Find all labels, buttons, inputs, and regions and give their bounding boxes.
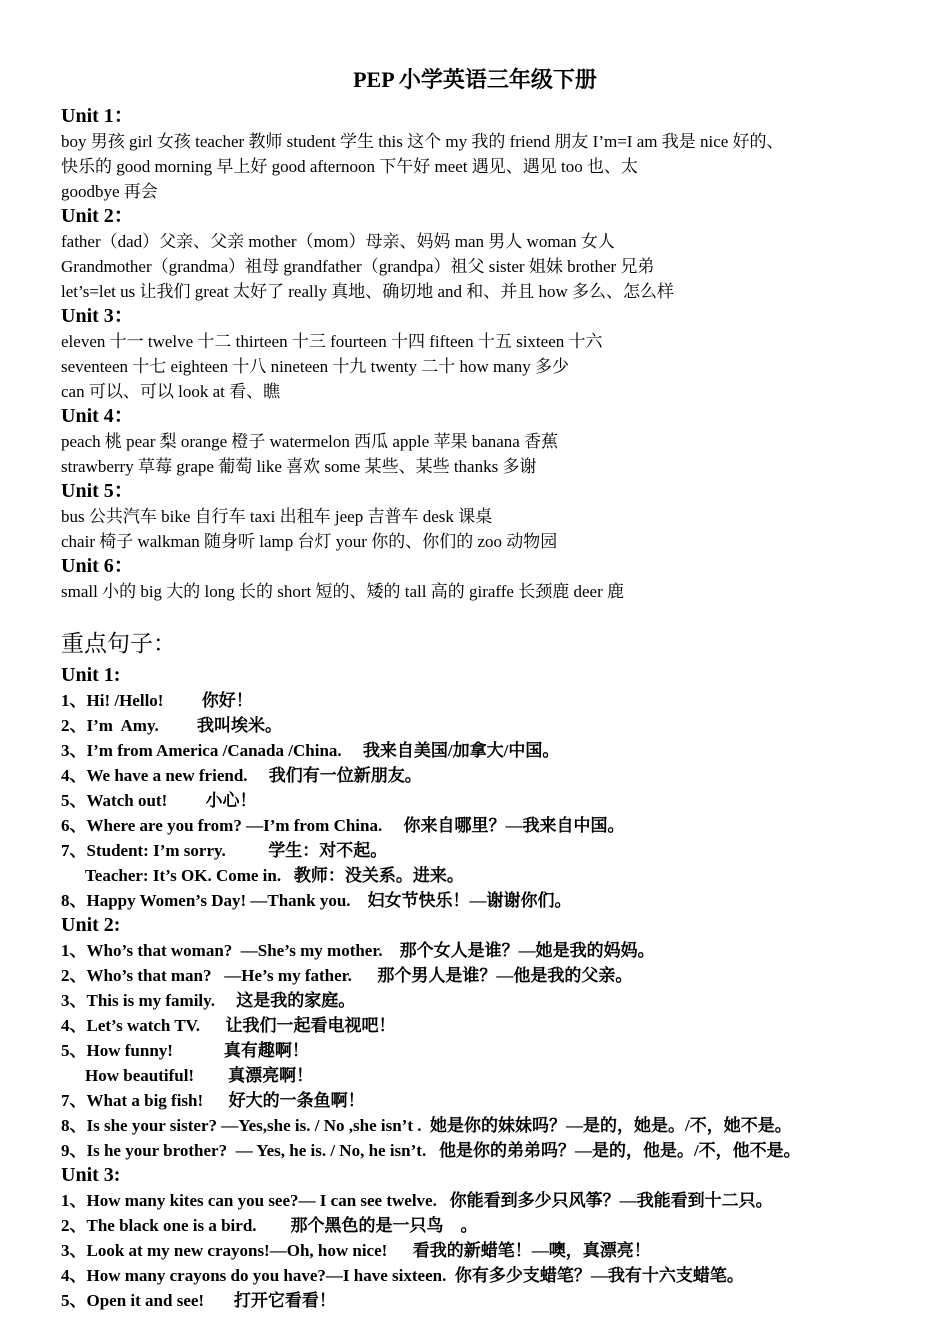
vocab-line: goodbye 再会 bbox=[61, 182, 158, 201]
vocab-line: Grandmother（grandma）祖母 grandfather（grandpa）祖父 sister 姐妹 brother 兄弟 bbox=[61, 257, 655, 276]
vocab-line: small 小的 big 大的 long 长的 short 短的、矮的 tall 高的 giraffe 长颈鹿 deer 鹿 bbox=[61, 582, 624, 601]
vocab-unit-2 bbox=[61, 204, 931, 304]
sentence-line: 8、Happy Women’s Day! —Thank you. 妇女节快乐！—谢谢你们。 bbox=[61, 891, 572, 910]
sentence-line: 9、Is he your brother? — Yes, he is. / No, he isn’t. 他是你的弟弟吗？—是的，他是。/不，他不是。 bbox=[61, 1141, 801, 1160]
page-title: PEP 小学英语三年级下册 bbox=[353, 67, 597, 92]
vocab-line: eleven 十一 twelve 十二 thirteen 十三 fourteen 十四 fifteen 十五 sixteen 十六 bbox=[61, 332, 603, 351]
vocab-unit-4 bbox=[61, 404, 931, 479]
vocab-line: seventeen 十七 eighteen 十八 nineteen 十九 twenty 二十 how many 多少 bbox=[61, 357, 569, 376]
sentence-line: 7、Student: I’m sorry. 学生：对不起。 bbox=[61, 841, 388, 860]
sentence-line: Teacher: It’s OK. Come in. 教师：没关系。进来。 bbox=[85, 866, 464, 885]
sentence-line: 2、Who’s that man? —He’s my father. 那个男人是谁？—他是我的父亲。 bbox=[61, 966, 633, 985]
vocab-line: strawberry 草莓 grape 葡萄 like 喜欢 some 某些、某些 thanks 多谢 bbox=[61, 457, 537, 476]
unit-heading: Unit 6： bbox=[61, 555, 134, 577]
unit-heading: Unit 5： bbox=[61, 480, 134, 502]
vocab-line: let’s=let us 让我们 great 太好了 really 真地、确切地 and 和、并且 how 多么、怎么样 bbox=[61, 282, 675, 301]
sentence-line: 3、This is my family. 这是我的家庭。 bbox=[61, 991, 356, 1010]
vocab-line: peach 桃 pear 梨 orange 橙子 watermelon 西瓜 apple 苹果 banana 香蕉 bbox=[61, 432, 559, 451]
sentence-line: How beautiful! 真漂亮啊！ bbox=[85, 1066, 314, 1085]
sentence-line: 2、I’m Amy. 我叫埃米。 bbox=[61, 716, 282, 735]
sentence-line: 1、Hi! /Hello! 你好！ bbox=[61, 691, 253, 710]
sentence-line: 3、Look at my new crayons!—Oh, how nice! 看我的新蜡笔！—噢，真漂亮！ bbox=[61, 1241, 651, 1260]
unit-heading: Unit 1： bbox=[61, 105, 134, 127]
sentence-line: 5、Watch out! 小心！ bbox=[61, 791, 257, 810]
sentence-line: 1、Who’s that woman? —She’s my mother. 那个女人是谁？—她是我的妈妈。 bbox=[61, 941, 655, 960]
vocab-unit-5 bbox=[61, 479, 931, 554]
vocab-line: can 可以、可以 look at 看、瞧 bbox=[61, 382, 281, 401]
sentence-line: 5、Open it and see! 打开它看看！ bbox=[61, 1291, 336, 1310]
unit-heading: Unit 1: bbox=[61, 664, 121, 686]
vocab-line: bus 公共汽车 bike 自行车 taxi 出租车 jeep 吉普车 desk 课桌 bbox=[61, 507, 493, 526]
sentence-unit-1 bbox=[61, 663, 931, 913]
sentence-unit-3 bbox=[61, 1163, 931, 1313]
sentence-line: 4、How many crayons do you have?—I have sixteen. 你有多少支蜡笔？—我有十六支蜡笔。 bbox=[61, 1266, 744, 1285]
unit-heading: Unit 2: bbox=[61, 914, 121, 936]
section-spacer bbox=[61, 604, 931, 627]
vocab-unit-6 bbox=[61, 554, 931, 604]
sentence-unit-2 bbox=[61, 913, 931, 1163]
sentence-line: 4、Let’s watch TV. 让我们一起看电视吧！ bbox=[61, 1016, 396, 1035]
vocab-unit-1 bbox=[61, 104, 931, 204]
sentence-line: 3、I’m from America /Canada /China. 我来自美国/加拿大/中国。 bbox=[61, 741, 560, 760]
unit-heading: Unit 4： bbox=[61, 405, 134, 427]
vocab-line: father（dad）父亲、父亲 mother（mom）母亲、妈妈 man 男人 woman 女人 bbox=[61, 232, 615, 251]
document-body bbox=[61, 104, 931, 1313]
unit-heading: Unit 3: bbox=[61, 1164, 121, 1186]
vocab-line: boy 男孩 girl 女孩 teacher 教师 student 学生 this 这个 my 我的 friend 朋友 I’m=I am 我是 nice 好的、 bbox=[61, 132, 784, 151]
unit-heading: Unit 3： bbox=[61, 305, 134, 327]
sentences-section-title: 重点句子： bbox=[61, 631, 176, 656]
unit-heading: Unit 2： bbox=[61, 205, 134, 227]
sentence-line: 7、What a big fish! 好大的一条鱼啊！ bbox=[61, 1091, 365, 1110]
sentence-line: 4、We have a new friend. 我们有一位新朋友。 bbox=[61, 766, 422, 785]
vocab-line: 快乐的 good morning 早上好 good afternoon 下午好 meet 遇见、遇见 too 也、太 bbox=[61, 157, 639, 176]
sentence-line: 2、The black one is a bird. 那个黑色的是一只鸟 。 bbox=[61, 1216, 478, 1235]
sentence-line: 5、How funny! 真有趣啊！ bbox=[61, 1041, 309, 1060]
sentence-line: 6、Where are you from? —I’m from China. 你来自哪里？—我来自中国。 bbox=[61, 816, 625, 835]
sentence-line: 8、Is she your sister? —Yes,she is. / No ,she isn’t . 她是你的妹妹吗？—是的，她是。/不，她不是。 bbox=[61, 1116, 792, 1135]
sentence-line: 1、How many kites can you see?— I can see twelve. 你能看到多少只风筝？—我能看到十二只。 bbox=[61, 1191, 773, 1210]
vocab-unit-3 bbox=[61, 304, 931, 404]
vocab-line: chair 椅子 walkman 随身听 lamp 台灯 your 你的、你们的 zoo 动物园 bbox=[61, 532, 558, 551]
